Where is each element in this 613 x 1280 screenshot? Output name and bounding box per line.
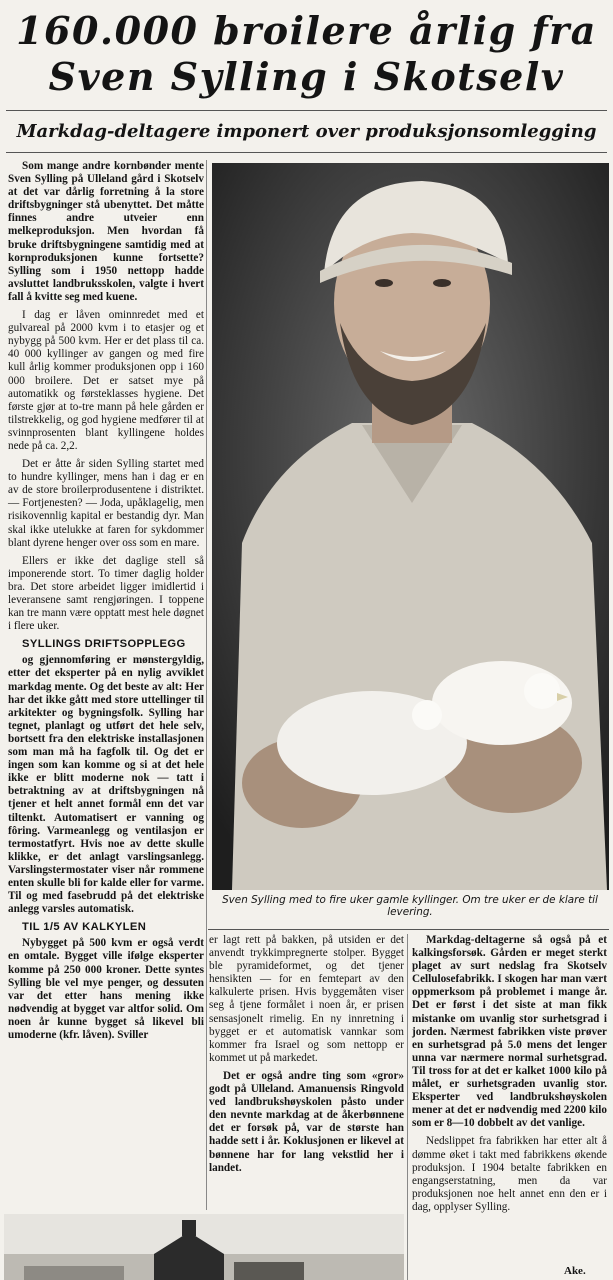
article-column-1 — [8, 160, 204, 1047]
column-divider — [206, 160, 207, 1210]
body-paragraph: Markdag-deltagerne så også på et kalkingsforsøk. Gården er meget sterkt plaget av surt nedslag fra Skotselv Cellulosefabrikk. I skogen har man vært oppmerksom på problemet i mange år. Det er først i det siste at man fikk mistanke om uvanlig stor surhetsgrad i jorden. Nærmest fabrikken viste prøver en surhetsgrad på 5.0 mens det lenger unna var nærmere normal surhetsgrad. Til tross for at det er kalket 1000 kilo på målet, er surhetsgraden uvanlig stor. Eksperter ved landbrukshøyskolen mener at det er nødvendig med 2200 kilo som er 8—10 dobbelt av det vanlige. — [412, 934, 607, 1130]
section-heading: TIL 1/5 AV KALKYLEN — [22, 921, 147, 934]
article-column-3 — [412, 934, 607, 1219]
farmer-with-chickens-image — [212, 163, 609, 890]
lead-paragraph: Som mange andre kornbønder mente Sven Sylling på Ulleland gård i Skotselv at det var dårlig forretning å la store driftsbygninger stå ubenyttet. Det måtte finnes andre utveier enn melkeproduksjon. Men hvordan få bruke driftsbygningene samtidig med at kornproduksjonen kunne fortsette? Sylling som i 1950 nettopp hadde avsluttet landbruksskolen, valgte i hvert fall å kvitte seg med kuene. — [8, 160, 204, 303]
section-heading: SYLLINGS DRIFTSOPPLEGG — [22, 638, 186, 651]
photo-caption: Sven Sylling med to fire uker gamle kyllinger. Om tre uker er de klare til levering. — [222, 894, 598, 919]
body-paragraph: er lagt rett på bakken, på utsiden er det anvendt trykkimpregnerte stolper. Bygget ble pyramideformet, og det tjener hensikten — for en femtepart av den kalkulerte prisen. Hvis byggemåten viser seg å tjene formålet i noen år, er prisen sensasjonelt rimelig. En ny innretning i bygget er et automatisk vannkar som kommer fra Israel og som nettopp er kommet ut på markedet. — [209, 934, 404, 1064]
headline-rule — [6, 110, 607, 111]
body-paragraph: Det er også andre ting som «gror» godt på Ulleland. Amanuensis Ringvold ved landbrukshøyskolen påsto under den nevnte markdag at de åkerbønnene det er forsøk på, var de største han hadde sett i år. Koklusjonen er likevel at bønnene har for lang vekstlid her i landet. — [209, 1069, 404, 1174]
author-signature: Ake. — [564, 1265, 586, 1277]
headline-line-2: Sven Sylling i Skotselv — [48, 54, 565, 99]
subheadline-rule — [6, 152, 607, 153]
body-paragraph: Nybygget på 500 kvm er også verdt en omtale. Bygget ville ifølge eksperter komme på 250 000 kroner. Dette syntes Sylling ble vel mye penger, og dessuten var det etter hans mening ikke nødvendig at bygget var altfor solid. Om noen år kunne bygget så likevel bli umoderne (kfr. låven). Sviller — [8, 937, 204, 1041]
headline — [4, 8, 609, 100]
bottom-photo — [4, 1214, 404, 1280]
caption-rule — [208, 929, 609, 930]
article-column-2 — [209, 934, 404, 1180]
body-paragraph: og gjennomføring er mønstergyldig, etter det eksperter på en nylig avviklet markdag mente. Og det beste av alt: Her har det ikke gått med store uttellinger til arkitekter og bygningsfolk. Sylling har tegnet, planlagt og utført det hele selv, bortsett fra den elektriske installasjonen som man må ha fagfolk til. Og det er ingen som kan komme og si at det hele ikke er blitt moderne nok — tatt i betraktning av at driftsbygningen nå tjener et helt annet formål enn det var tiltenkt. Automatisert er vanning og fôring. Varmeanlegg og ventilasjon er termostatfyrt. Hvis noe av dette skulle klikke, er det anlagt varslingsanlegg. Varslingstermostater viser når rommene enten skulle bli for kalde eller for varme. Til og med fasebrudd på det elektriske anlegg varsles automatisk. — [8, 654, 204, 916]
portrait-photo — [212, 163, 609, 890]
body-paragraph: Det er åtte år siden Sylling startet med to hundre kyllinger, mens han i dag er en av de store broilerprodusentene i distriktet. — Fortjenesten? — Joda, upåklagelig, men risikovennlig kapital er bestandig dyr. Man skal ikke utelukke at faren for sykdommer blant dyrene henger over oss som en mare. — [8, 458, 204, 549]
body-paragraph: I dag er låven ominnredet med et gulvareal på 2000 kvm i to etasjer og et nybygg på 500 kvm. Her er det plass til ca. 40 000 kyllinger av gangen og med fire kull årlig kommer produksjonen opp i 160 000 broilere. Det er satset mye på automatikk og førsteklasses hygiene. Det første gjør at to-tre mann på hele gården er tilstrekkelig, og god hygiene medfører til at svinnprosenten blant kyllingene holdes nede på ca. 2,2. — [8, 309, 204, 452]
subheadline: Markdag-deltagere imponert over produksjonsomlegging — [16, 121, 597, 142]
body-paragraph: Nedslippet fra fabrikken har etter alt å dømme øket i takt med fabrikkens økende produksjon. I 1904 betalte fabrikken en engangserstatning, men da var produksjonen noe helt annet enn den er i dag, opplyser Sylling. — [412, 1135, 607, 1213]
column-divider — [407, 934, 408, 1280]
body-paragraph: Ellers er ikke det daglige stell så imponerende stort. To timer daglig holder bra. Det store arbeidet ligger imidlertid i leveransene samt rengjøringen. I toppene kan tre mann være opptatt mest hele døgnet i flere uker. — [8, 554, 204, 633]
building-image — [4, 1214, 404, 1280]
headline-line-1: 160.000 broilere årlig fra — [16, 8, 597, 53]
